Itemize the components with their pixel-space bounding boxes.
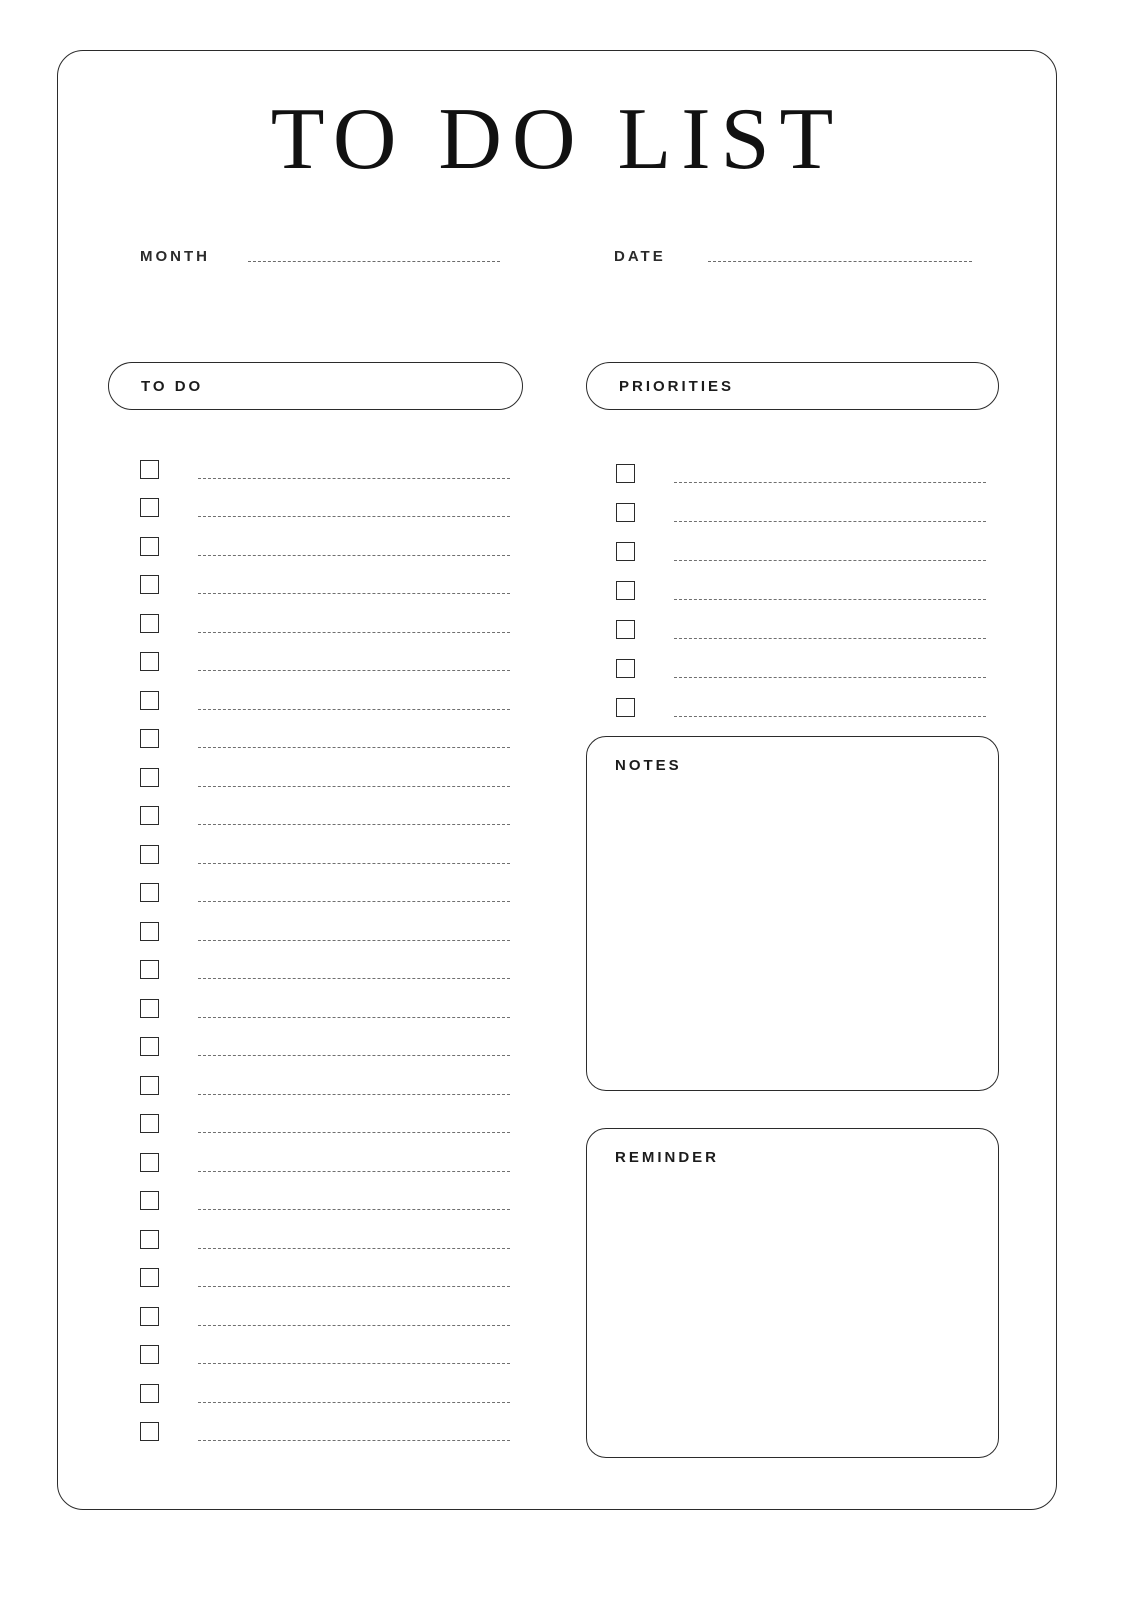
todo-line-input[interactable]: [198, 1094, 510, 1095]
todo-row: [140, 1336, 510, 1375]
priorities-rows: [616, 454, 986, 727]
reminder-label: REMINDER: [615, 1149, 720, 1166]
todo-row: [140, 1143, 510, 1182]
todo-line-input[interactable]: [198, 670, 510, 671]
todo-checkbox[interactable]: [140, 922, 159, 941]
todo-checkbox[interactable]: [140, 1114, 159, 1133]
todo-checkbox[interactable]: [140, 1268, 159, 1287]
priority-checkbox[interactable]: [616, 620, 635, 639]
todo-row: [140, 1259, 510, 1298]
todo-rows: [140, 450, 510, 1451]
todo-row: [140, 527, 510, 566]
todo-line-input[interactable]: [198, 1132, 510, 1133]
todo-checkbox[interactable]: [140, 806, 159, 825]
todo-line-input[interactable]: [198, 978, 510, 979]
todo-line-input[interactable]: [198, 1171, 510, 1172]
priority-checkbox[interactable]: [616, 698, 635, 717]
todo-line-input[interactable]: [198, 1055, 510, 1056]
todo-row: [140, 1028, 510, 1067]
todo-checkbox[interactable]: [140, 1230, 159, 1249]
todo-line-input[interactable]: [198, 901, 510, 902]
priority-checkbox[interactable]: [616, 581, 635, 600]
priority-checkbox[interactable]: [616, 659, 635, 678]
todo-row: [140, 912, 510, 951]
priority-row: [616, 688, 986, 727]
priority-line-input[interactable]: [674, 599, 986, 600]
meta-row: [58, 246, 1056, 276]
todo-checkbox[interactable]: [140, 498, 159, 517]
todo-row: [140, 681, 510, 720]
priority-line-input[interactable]: [674, 638, 986, 639]
todo-row: [140, 835, 510, 874]
priority-checkbox[interactable]: [616, 464, 635, 483]
priority-line-input[interactable]: [674, 677, 986, 678]
priority-row: [616, 454, 986, 493]
todo-line-input[interactable]: [198, 1248, 510, 1249]
todo-row: [140, 1066, 510, 1105]
todo-row: [140, 450, 510, 489]
todo-line-input[interactable]: [198, 1440, 510, 1441]
priority-line-input[interactable]: [674, 716, 986, 717]
todo-line-input[interactable]: [198, 747, 510, 748]
todo-checkbox[interactable]: [140, 999, 159, 1018]
priority-line-input[interactable]: [674, 560, 986, 561]
todo-row: [140, 797, 510, 836]
todo-line-input[interactable]: [198, 940, 510, 941]
page-title: TO DO LIST: [270, 91, 844, 188]
todo-section-label: TO DO: [141, 377, 204, 395]
notes-box[interactable]: [586, 736, 999, 1091]
todo-list-page: [57, 50, 1057, 1510]
todo-line-input[interactable]: [198, 555, 510, 556]
todo-checkbox[interactable]: [140, 460, 159, 479]
priorities-section-header: [586, 362, 999, 410]
todo-line-input[interactable]: [198, 593, 510, 594]
todo-checkbox[interactable]: [140, 1191, 159, 1210]
todo-checkbox[interactable]: [140, 1037, 159, 1056]
priorities-section-label: PRIORITIES: [619, 377, 735, 395]
month-input[interactable]: [248, 261, 500, 262]
todo-checkbox[interactable]: [140, 1384, 159, 1403]
priority-row: [616, 532, 986, 571]
todo-row: [140, 758, 510, 797]
todo-line-input[interactable]: [198, 478, 510, 479]
todo-row: [140, 1374, 510, 1413]
todo-checkbox[interactable]: [140, 845, 159, 864]
todo-row: [140, 1182, 510, 1221]
todo-checkbox[interactable]: [140, 1422, 159, 1441]
todo-checkbox[interactable]: [140, 883, 159, 902]
todo-row: [140, 1105, 510, 1144]
month-label: MONTH: [140, 248, 210, 265]
todo-row: [140, 489, 510, 528]
todo-row: [140, 951, 510, 990]
notes-label: NOTES: [615, 757, 682, 774]
todo-line-input[interactable]: [198, 516, 510, 517]
todo-row: [140, 1413, 510, 1452]
todo-checkbox[interactable]: [140, 691, 159, 710]
date-label: DATE: [614, 248, 666, 265]
todo-line-input[interactable]: [198, 1286, 510, 1287]
todo-checkbox[interactable]: [140, 652, 159, 671]
date-input[interactable]: [708, 261, 972, 262]
priority-checkbox[interactable]: [616, 542, 635, 561]
todo-checkbox[interactable]: [140, 729, 159, 748]
todo-line-input[interactable]: [198, 1363, 510, 1364]
todo-row: [140, 566, 510, 605]
todo-checkbox[interactable]: [140, 1076, 159, 1095]
todo-checkbox[interactable]: [140, 960, 159, 979]
todo-line-input[interactable]: [198, 632, 510, 633]
todo-checkbox[interactable]: [140, 768, 159, 787]
todo-line-input[interactable]: [198, 786, 510, 787]
todo-row: [140, 874, 510, 913]
todo-checkbox[interactable]: [140, 575, 159, 594]
todo-checkbox[interactable]: [140, 1345, 159, 1364]
todo-row: [140, 643, 510, 682]
todo-checkbox[interactable]: [140, 1307, 159, 1326]
todo-line-input[interactable]: [198, 1209, 510, 1210]
todo-checkbox[interactable]: [140, 537, 159, 556]
todo-row: [140, 989, 510, 1028]
reminder-box[interactable]: [586, 1128, 999, 1458]
todo-row: [140, 604, 510, 643]
priority-row: [616, 571, 986, 610]
priority-line-input[interactable]: [674, 521, 986, 522]
priority-line-input[interactable]: [674, 482, 986, 483]
todo-line-input[interactable]: [198, 824, 510, 825]
todo-section-header: [108, 362, 523, 410]
todo-line-input[interactable]: [198, 709, 510, 710]
todo-checkbox[interactable]: [140, 1153, 159, 1172]
todo-line-input[interactable]: [198, 863, 510, 864]
priority-row: [616, 493, 986, 532]
todo-row: [140, 1297, 510, 1336]
todo-row: [140, 720, 510, 759]
todo-line-input[interactable]: [198, 1325, 510, 1326]
priority-checkbox[interactable]: [616, 503, 635, 522]
todo-line-input[interactable]: [198, 1402, 510, 1403]
priority-row: [616, 610, 986, 649]
todo-row: [140, 1220, 510, 1259]
priority-row: [616, 649, 986, 688]
todo-line-input[interactable]: [198, 1017, 510, 1018]
todo-checkbox[interactable]: [140, 614, 159, 633]
